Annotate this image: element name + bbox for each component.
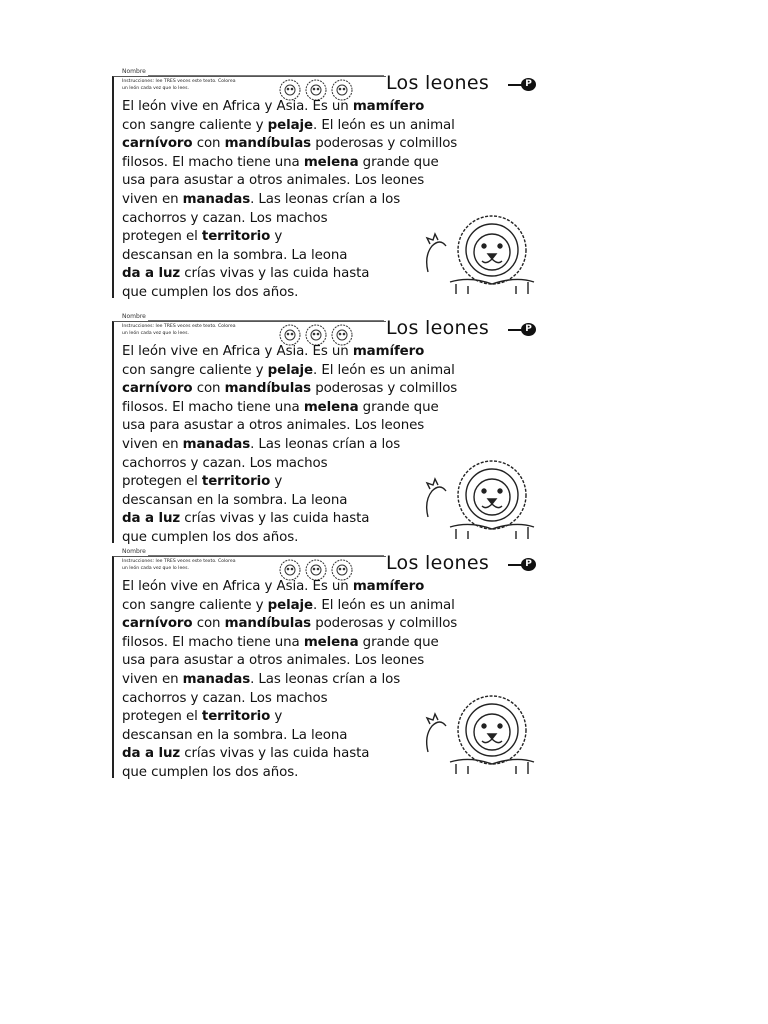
- text-line: protegen el territorio y: [122, 229, 283, 245]
- text-line: que cumplen los dos años.: [122, 529, 299, 545]
- text-line: que cumplen los dos años.: [122, 284, 299, 300]
- reading-text-area: [112, 576, 544, 778]
- instructions: [122, 558, 282, 572]
- text-line: que cumplen los dos años.: [122, 764, 299, 780]
- text-line: cachorros y cazan. Los machos: [122, 690, 328, 706]
- instructions-line-2: un león cada vez que lo lees.: [122, 566, 189, 571]
- worksheet-card-3: [112, 548, 542, 778]
- reading-text-area: [112, 96, 544, 298]
- name-label: Nombre: [122, 313, 146, 320]
- lion-icon: [420, 692, 544, 774]
- p-badge: P: [521, 558, 536, 571]
- lion-icon: [420, 212, 544, 294]
- instructions-line-1: Instrucciones: lee TRES veces este texto. Colorea: [122, 324, 236, 329]
- text-line: cachorros y cazan. Los machos: [122, 210, 328, 226]
- text-line: usa para asustar a otros animales. Los leones: [122, 418, 425, 434]
- p-badge: P: [521, 323, 536, 336]
- name-label: Nombre: [122, 68, 146, 75]
- title-dash: [508, 329, 522, 331]
- worksheet-card-1: [112, 68, 542, 298]
- text-line: da a luz crías vivas y las cuida hasta: [122, 266, 370, 282]
- worksheet-title: Los leones: [386, 317, 490, 339]
- title-dash: [508, 84, 522, 86]
- worksheet-title: Los leones: [386, 552, 490, 574]
- text-line: con sangre caliente y pelaje. El león es un animal: [122, 362, 455, 378]
- text-line: viven en manadas. Las leonas crían a los: [122, 436, 401, 452]
- text-line: usa para asustar a otros animales. Los leones: [122, 173, 425, 189]
- text-line: con sangre caliente y pelaje. El león es un animal: [122, 597, 455, 613]
- worksheet-title: Los leones: [386, 72, 490, 94]
- text-line: usa para asustar a otros animales. Los leones: [122, 653, 425, 669]
- title-dash: [508, 564, 522, 566]
- lion-icon: [420, 457, 544, 539]
- text-line: protegen el territorio y: [122, 474, 283, 490]
- text-line: El león vive en Africa y Asia. Es un mamífero: [122, 99, 425, 114]
- reading-text-area: [112, 341, 544, 543]
- text-line: El león vive en Africa y Asia. Es un mamífero: [122, 579, 425, 594]
- text-line: descansan en la sombra. La leona: [122, 492, 348, 508]
- instructions-line-2: un león cada vez que lo lees.: [122, 86, 189, 91]
- instructions-line-2: un león cada vez que lo lees.: [122, 331, 189, 336]
- text-line: El león vive en Africa y Asia. Es un mamífero: [122, 344, 425, 359]
- instructions-line-1: Instrucciones: lee TRES veces este texto. Colorea: [122, 559, 236, 564]
- text-line: filosos. El macho tiene una melena grande que: [122, 154, 439, 170]
- text-line: viven en manadas. Las leonas crían a los: [122, 191, 401, 207]
- text-line: filosos. El macho tiene una melena grande que: [122, 634, 439, 650]
- text-line: viven en manadas. Las leonas crían a los: [122, 671, 401, 687]
- text-line: da a luz crías vivas y las cuida hasta: [122, 746, 370, 762]
- name-label: Nombre: [122, 548, 146, 555]
- text-line: da a luz crías vivas y las cuida hasta: [122, 511, 370, 527]
- text-line: protegen el territorio y: [122, 709, 283, 725]
- text-line: carnívoro con mandíbulas poderosas y colmillos: [122, 381, 458, 397]
- text-line: filosos. El macho tiene una melena grande que: [122, 399, 439, 415]
- text-line: con sangre caliente y pelaje. El león es un animal: [122, 117, 455, 133]
- p-badge: P: [521, 78, 536, 91]
- text-line: carnívoro con mandíbulas poderosas y colmillos: [122, 136, 458, 152]
- instructions-line-1: Instrucciones: lee TRES veces este texto. Colorea: [122, 79, 236, 84]
- text-line: descansan en la sombra. La leona: [122, 247, 348, 263]
- text-line: cachorros y cazan. Los machos: [122, 455, 328, 471]
- text-line: carnívoro con mandíbulas poderosas y colmillos: [122, 616, 458, 632]
- worksheet-card-2: [112, 313, 542, 543]
- instructions: [122, 78, 282, 92]
- instructions: [122, 323, 282, 337]
- text-line: descansan en la sombra. La leona: [122, 727, 348, 743]
